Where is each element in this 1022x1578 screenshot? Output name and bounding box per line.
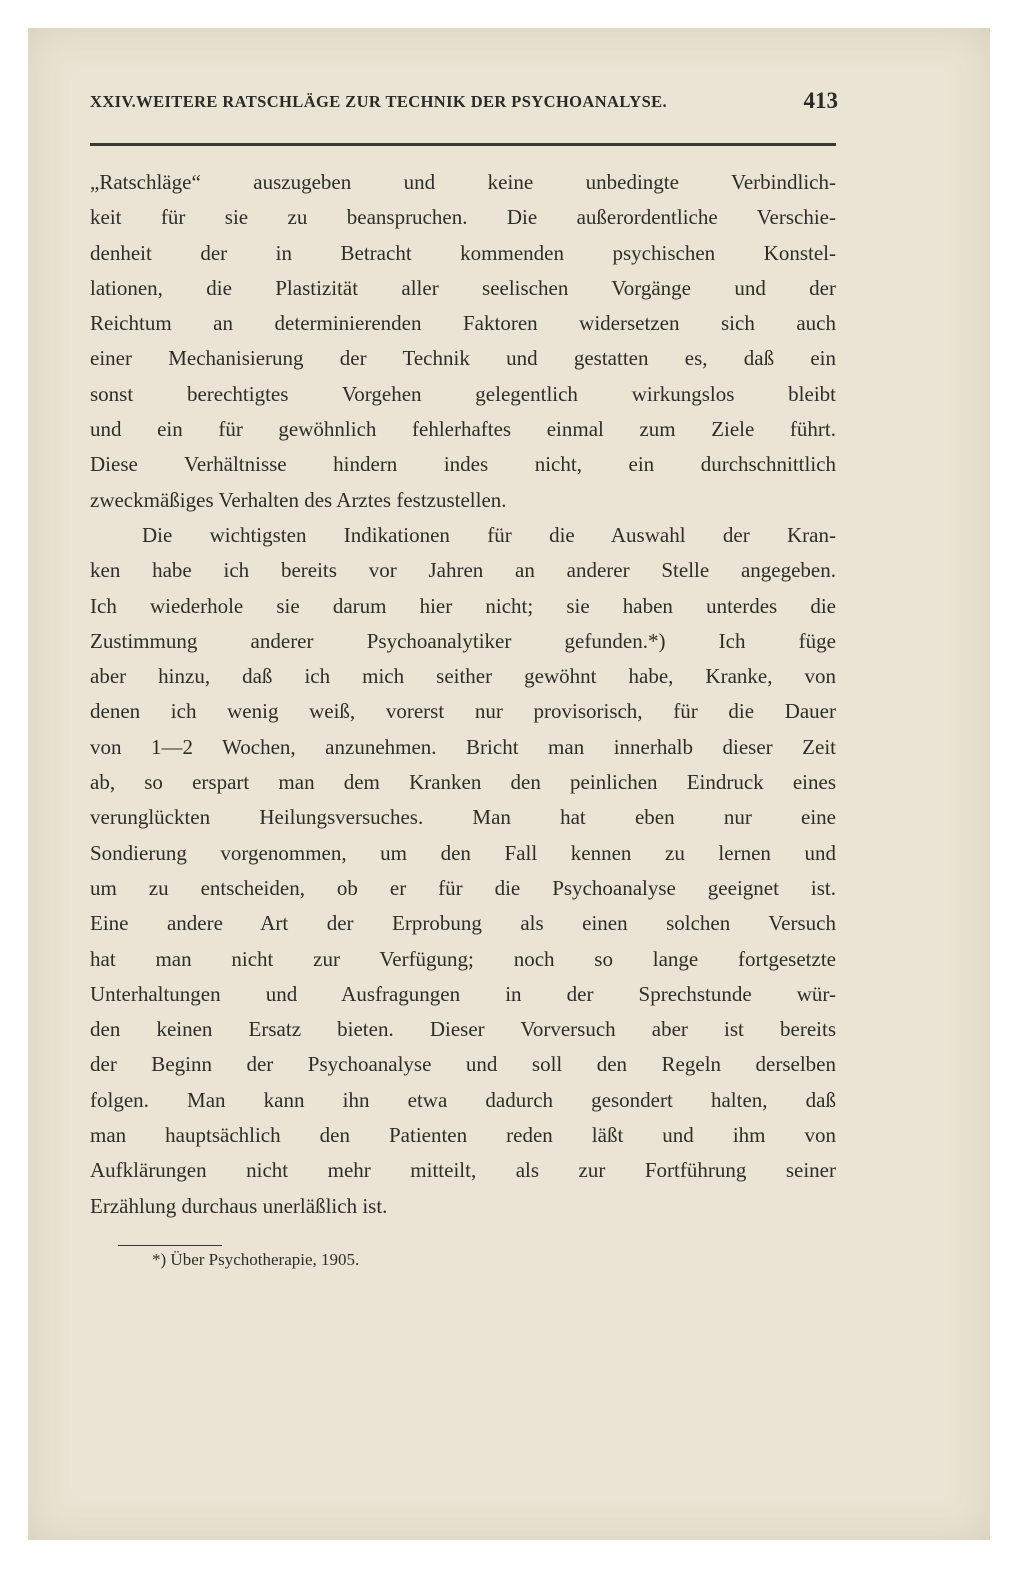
text-line: ab, so erspart man dem Kranken den peinlichen Eindruck eines <box>90 770 836 795</box>
header-rule <box>90 143 836 146</box>
text-line: denheit der in Betracht kommenden psychischen Konstel- <box>90 240 836 265</box>
text-line: Aufklärungen nicht mehr mitteilt, als zur Fortführung seiner <box>90 1158 836 1183</box>
text-line: lationen, die Plastizität aller seelischen Vorgänge und der <box>90 275 836 300</box>
paragraph-1 <box>90 165 836 518</box>
text-line: Reichtum an determinierenden Faktoren widersetzen sich auch <box>90 311 836 336</box>
text-line: Die wichtigsten Indikationen für die Auswahl der Kran- <box>142 522 836 547</box>
body-text <box>90 165 836 1224</box>
text-line: sonst berechtigtes Vorgehen gelegentlich wirkungslos bleibt <box>90 381 836 406</box>
running-header <box>90 88 850 120</box>
running-head-title: XXIV.WEITERE RATSCHLÄGE ZUR TECHNIK DER PSYCHOANALYSE. <box>90 92 668 111</box>
text-line: Sondierung vorgenommen, um den Fall kennen zu lernen und <box>90 840 836 865</box>
text-line: den keinen Ersatz bieten. Dieser Vorversuch aber ist bereits <box>90 1017 836 1042</box>
text-line: Unterhaltungen und Ausfragungen in der Sprechstunde wür- <box>90 981 836 1006</box>
text-line: denen ich wenig weiß, vorerst nur provisorisch, für die Dauer <box>90 699 836 724</box>
text-line: Eine andere Art der Erprobung als einen solchen Versuch <box>90 911 836 936</box>
text-line: man hauptsächlich den Patienten reden läßt und ihm von <box>90 1123 836 1148</box>
text-line: Diese Verhältnisse hindern indes nicht, ein durchschnittlich <box>90 452 836 477</box>
text-line: Ich wiederhole sie darum hier nicht; sie haben unterdes die <box>90 593 836 618</box>
text-line: einer Mechanisierung der Technik und gestatten es, daß ein <box>90 346 836 371</box>
text-line: der Beginn der Psychoanalyse und soll den Regeln derselben <box>90 1052 836 1077</box>
text-line: um zu entscheiden, ob er für die Psychoanalyse geeignet ist. <box>90 875 836 900</box>
text-line: Erzählung durchaus unerläßlich ist. <box>90 1193 388 1218</box>
text-line: folgen. Man kann ihn etwa dadurch gesondert halten, daß <box>90 1087 836 1112</box>
text-line: hat man nicht zur Verfügung; noch so lange fortgesetzte <box>90 946 836 971</box>
text-line: von 1—2 Wochen, anzunehmen. Bricht man innerhalb dieser Zeit <box>90 734 836 759</box>
footnote-rule <box>118 1245 222 1246</box>
text-line: keit für sie zu beanspruchen. Die außerordentliche Verschie- <box>90 205 836 230</box>
text-line: Zustimmung anderer Psychoanalytiker gefunden.*) Ich füge <box>90 628 836 653</box>
text-line: verunglückten Heilungsversuches. Man hat eben nur eine <box>90 805 836 830</box>
paragraph-2 <box>90 518 836 1224</box>
footnote: *) Über Psychotherapie, 1905. <box>152 1250 360 1269</box>
text-line: ken habe ich bereits vor Jahren an anderer Stelle angegeben. <box>90 558 836 583</box>
text-line: aber hinzu, daß ich mich seither gewöhnt habe, Kranke, von <box>90 664 836 689</box>
page-number: 413 <box>803 88 838 113</box>
text-line: „Ratschläge“ auszugeben und keine unbedingte Verbindlich- <box>90 170 836 194</box>
text-line: zweckmäßiges Verhalten des Arztes festzustellen. <box>90 487 507 512</box>
text-line: und ein für gewöhnlich fehlerhaftes einmal zum Ziele führt. <box>90 417 836 442</box>
